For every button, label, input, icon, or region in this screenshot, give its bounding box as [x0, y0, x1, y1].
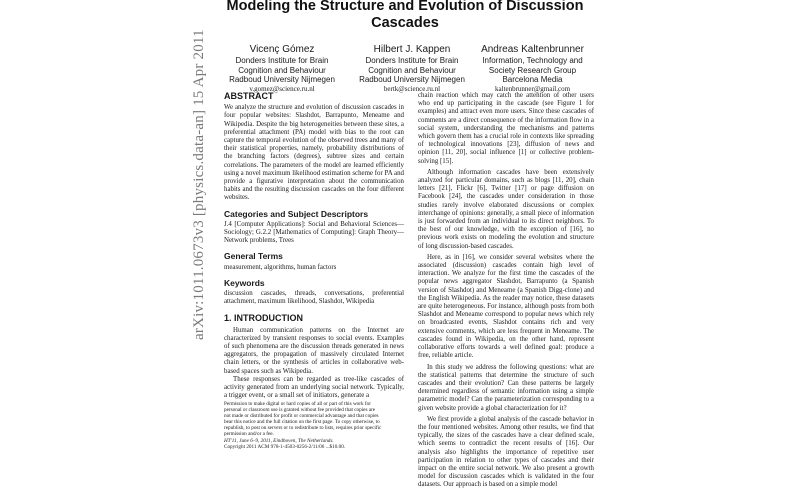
author-block-3	[470, 44, 595, 94]
right-column	[418, 92, 594, 493]
author-affiliation: Donders Institute for Brain	[365, 56, 459, 65]
body-paragraph: In this study we address the following questions: what are the statistical patterns that determine the structure of such cascades and their evolution? Can these patterns be largely determined regardless of semantic information using a simple parametric model? Can the parameterization corresponding to a given website provide a global characterization for it?	[418, 363, 594, 412]
permission-line: bear this notice and the full citation on the first page. To copy otherwise, to	[224, 419, 380, 426]
author-affiliation: Society Research Group	[488, 65, 577, 75]
intro-paragraph: These responses can be regarded as tree-like cascades of activity generated from an underlying social network. Typically, a trigger event, or a small set of initiators, generate a	[224, 375, 404, 400]
author-affiliation: Donders Institute for Brain	[235, 56, 329, 65]
permission-line: not made or distributed for profit or commercial advantage and that copies	[224, 413, 379, 420]
author-block-2	[352, 44, 472, 94]
body-paragraph: chain reaction which may catch the attention of other users who end up participating in the cascade (see Figure 1 for examples) and attract even more users. Since these cascades of comments are a direct consequence of the information flow in a social system, understanding the mechanisms and patterns which govern them has a crucial role in contexts like spreading of technological innovations [23], diffusion of news and opinion [11, 20], social influence [1] or collective problem-solving [15].	[418, 92, 594, 165]
author-email: v.gomez@science.ru.nl	[249, 84, 315, 93]
body-paragraph: Although information cascades have been extensively analyzed for particular domains, such as blogs [11, 20], chain letters [21], Flickr [6], Twitter [17] or page diffusion on Facebook [24], the cascades under consideration in those studies rarely involve elaborated discussions or complex interchange of opinions: generally, a small piece of information is just forwarded from an individual to its direct neighbors. To the best of our knowledge, with the exception of [16], no previous work exists on modeling the evolution and structure of long discussion-based cascades.	[418, 168, 594, 250]
permission-line: republish, to post on servers or to redistribute to lists, requires prior specific	[224, 425, 382, 432]
author-name: Vicenç Gómez	[249, 44, 315, 55]
permission-line: Copyright 2011 ACM 978-1-4503-0256-2/11/06 ...$10.00.	[224, 443, 346, 450]
permission-line: HT'11, June 6–9, 2011, Eindhoven, The Netherlands.	[224, 437, 334, 444]
author-affiliation: Cognition and Behaviour	[238, 65, 326, 75]
permission-line: personal or classroom use is granted without fee provided that copies are	[224, 407, 376, 414]
abstract-heading: ABSTRACT	[224, 91, 274, 101]
intro-paragraph: Human communication patterns on the Internet are characterized by transient responses to social events. Examples of such phenomena are the discussion threads generated in news aggregators, the propagation of massively circulated Internet chain letters, or the synthesis of articles in collaborative web-based spaces such as Wikipedia.	[224, 326, 404, 375]
keywords-heading: Keywords	[224, 277, 265, 288]
permission-line: permission and/or a fee.	[224, 431, 274, 438]
keywords-text: discussion cascades, threads, conversations, preferential attachment, maximum likelihood, Slashdot, Wikipedia	[224, 290, 404, 306]
body-paragraph: We first provide a global analysis of the cascade behavior in the four mentioned websites. Among other results, we find that typically, the sizes of the cascades have a clear defined scale, which seems to contradict the recent results of [16]. Our analysis also highlights the importance of repetitive user participation in relation to other types of cascades and their impact on the entire social network. We also present a growth model for discussion cascades which is validated in the four datasets. Our approach is based on a simple model	[418, 415, 594, 489]
author-email: kaltenbrunner@gmail.com	[494, 84, 571, 93]
categories-heading: Categories and Subject Descriptors	[224, 208, 369, 219]
author-affiliation: Radboud University Nijmegen	[229, 75, 335, 84]
author-affiliation: Barcelona Media	[502, 75, 563, 84]
categories-text: J.4 [Computer Applications]: Social and Behavioral Sciences—Sociology; G.2.2 [Mathematics of Computing]: Graph Theory—Network problems, Trees	[224, 220, 404, 245]
permission-line: Permission to make digital or hard copies of all or part of this work for	[224, 401, 371, 407]
introduction-heading: 1. INTRODUCTION	[224, 313, 304, 324]
author-name: Andreas Kaltenbrunner	[481, 44, 584, 55]
left-column	[224, 92, 404, 401]
terms-text: measurement, algorithms, human factors	[224, 263, 337, 271]
terms-heading: General Terms	[224, 251, 283, 262]
author-affiliation: Information, Technology and	[482, 56, 583, 65]
author-affiliation: Cognition and Behaviour	[368, 65, 456, 75]
arxiv-identifier: arXiv:1011.0673v3 [physics.data-an] 15 Apr 2011	[191, 29, 207, 340]
paper-title: Modeling the Structure and Evolution of Discussion Cascades	[226, 0, 584, 31]
body-paragraph: Here, as in [16], we consider several websites where the associated (discussion) cascades contain high level of interaction. We analyze for the first time the cascades of the popular news aggregator Slashdot, Barrapunto (a Spanish version of Slashdot) and Meneame (a Spanish Digg-clone) and the English Wikipedia. As the reader may notice, these datasets are quite heterogeneous. For instance, although posts from both Slashdot and Meneame correspond to popular news which rely on broadcasted events, Slashdot contains rich and very extensive comments, which are less frequent in Meneame. The cascades found in Wikipedia, on the other hand, represent collaborative efforts towards a well defined goal: produce a free, reliable article.	[418, 253, 594, 360]
author-name: Hilbert J. Kappen	[373, 44, 451, 55]
abstract-text: We analyze the structure and evolution of discussion cascades in four popular websites: Slashdot, Barrapunto, Meneame and Wikipedia. Despite the big heterogeneities between these sites, a preferential attachment (PA) model with bias to the root can capture the temporal evolution of the observed trees and many of their statistical properties, namely, probability distributions of the branching factors (degrees), subtree sizes and certain correlations. The parameters of the model are learned efficiently using a novel maximum likelihood estimation scheme for PA and provide a figurative interpretation about the communication habits and the resulting discussion cascades on the four different websites.	[224, 104, 404, 202]
author-affiliation: Radboud University Nijmegen	[359, 75, 465, 84]
author-block-1	[222, 44, 342, 94]
permission-notice	[224, 401, 388, 450]
author-email: bertk@science.ru.nl	[383, 84, 441, 93]
